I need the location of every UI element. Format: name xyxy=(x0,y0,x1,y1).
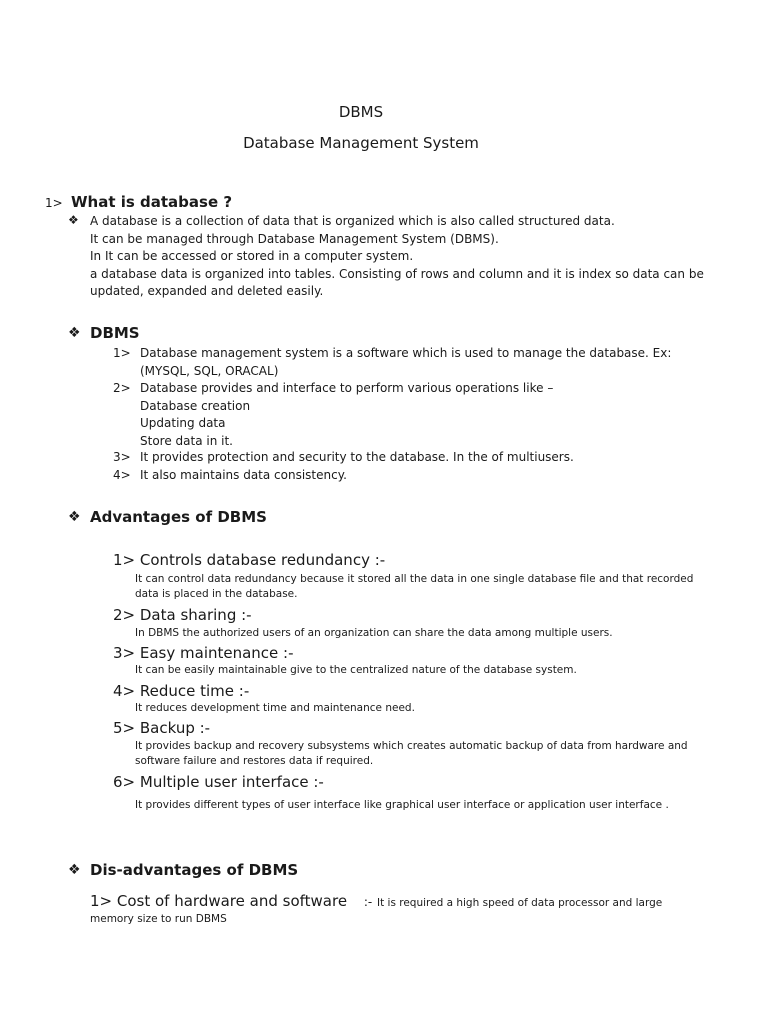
text-line: data is placed in the database. xyxy=(135,588,298,600)
list-number: 4> xyxy=(113,468,131,482)
advantage-title: 5> Backup :- xyxy=(113,719,211,737)
text-line: It also maintains data consistency. xyxy=(140,468,347,482)
text-line: a database data is organized into tables. Consisting of rows and column and it is index so data can be xyxy=(90,266,704,281)
text-line: updated, expanded and deleted easily. xyxy=(90,284,324,298)
advantage-description xyxy=(135,701,415,716)
text-line: software failure and restores data if required. xyxy=(135,755,374,767)
diamond-bullet-icon: ❖ xyxy=(68,862,81,878)
section1-number: 1> xyxy=(45,196,63,210)
advantage-description xyxy=(135,739,688,769)
text-line: In DBMS the authorized users of an organization can share the data among multiple users. xyxy=(135,627,613,639)
list-item xyxy=(140,467,347,485)
section4-heading: Dis-advantages of DBMS xyxy=(90,861,299,879)
diamond-bullet-icon: ❖ xyxy=(68,325,81,341)
section3-heading: Advantages of DBMS xyxy=(90,508,267,526)
advantage-description xyxy=(135,798,669,813)
section2-heading: DBMS xyxy=(90,324,140,342)
list-item xyxy=(140,449,574,467)
text-line: In It can be accessed or stored in a computer system. xyxy=(90,249,414,263)
section1-paragraph xyxy=(90,213,704,301)
text-line: Database management system is a software which is used to manage the database. Ex: xyxy=(140,346,672,360)
text-line: It reduces development time and maintenance need. xyxy=(135,702,415,714)
advantage-title: 2> Data sharing :- xyxy=(113,606,252,624)
text-line: Store data in it. xyxy=(140,433,233,448)
disadvantage-item xyxy=(90,892,662,910)
text-line: A database is a collection of data that is organized which is also called structured data. xyxy=(90,214,615,228)
advantage-title: 3> Easy maintenance :- xyxy=(113,644,294,662)
advantage-title: 6> Multiple user interface :- xyxy=(113,773,324,791)
advantage-description xyxy=(135,626,613,641)
list-number: 3> xyxy=(113,450,131,464)
disadvantage-title: 1> Cost of hardware and software xyxy=(90,892,348,910)
text-line: It provides backup and recovery subsystems which creates automatic backup of data from hardware and xyxy=(135,740,688,752)
advantage-description xyxy=(135,572,693,602)
advantage-description xyxy=(135,663,577,678)
text-line: Database provides and interface to perform various operations like – xyxy=(140,381,554,395)
text-line: Database creation xyxy=(140,398,251,413)
text-line: It can control data redundancy because it stored all the data in one single database file and that recorded xyxy=(135,573,694,585)
disadvantage-separator: :- xyxy=(363,895,373,909)
list-number: 1> xyxy=(113,346,131,360)
page-subtitle: Database Management System xyxy=(243,134,479,152)
text-line: It provides protection and security to the database. In the of multiusers. xyxy=(140,450,574,464)
section1-heading: What is database ? xyxy=(71,193,233,211)
disadvantage-description: It is required a high speed of data processor and large xyxy=(376,897,663,909)
advantage-title: 4> Reduce time :- xyxy=(113,682,250,700)
diamond-bullet-icon: ❖ xyxy=(68,213,79,227)
text-line: It provides different types of user interface like graphical user interface or application user interface . xyxy=(135,799,669,811)
text-line: Updating data xyxy=(140,416,226,430)
text-line: It can be easily maintainable give to the centralized nature of the database system. xyxy=(135,664,577,676)
text-line: (MYSQL, SQL, ORACAL) xyxy=(140,363,279,378)
list-item xyxy=(140,345,671,380)
list-item xyxy=(140,380,553,450)
advantage-title: 1> Controls database redundancy :- xyxy=(113,551,386,569)
diamond-bullet-icon: ❖ xyxy=(68,509,81,525)
text-line: It can be managed through Database Management System (DBMS). xyxy=(90,231,499,246)
page-title: DBMS xyxy=(338,103,384,121)
disadvantage-description-cont: memory size to run DBMS xyxy=(90,913,227,925)
list-number: 2> xyxy=(113,381,131,395)
